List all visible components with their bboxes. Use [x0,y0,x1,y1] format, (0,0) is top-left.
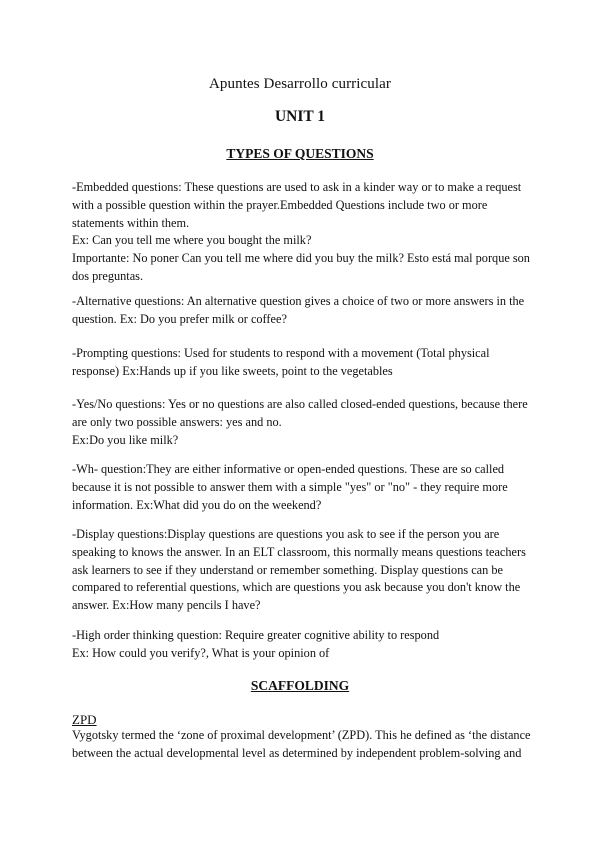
paragraph-yes-no-questions [72,396,532,449]
text-line: between the actual developmental level as determined by independent problem-solving and [72,745,522,760]
text-line: Ex: Can you tell me where you bought the milk? [72,233,312,248]
text-line: compared to referential questions, which are questions you ask because you don't know the [72,580,521,595]
text-line: Ex: How could you verify?, What is your opinion of [72,645,330,660]
text-line: -Prompting questions: Used for students to respond with a movement (Total physical [72,346,490,360]
unit-heading: UNIT 1 [274,108,326,125]
types-of-questions-heading: TYPES OF QUESTIONS [226,146,374,161]
scaffolding-heading: SCAFFOLDING [250,678,350,693]
text-line: -Wh- question:They are either informative or open-ended questions. These are so called [72,462,505,476]
text-line: statements within them. [72,215,190,230]
text-line: -Yes/No questions: Yes or no questions are also called closed-ended questions, because there [72,397,528,411]
paragraph-display-questions [72,526,532,615]
text-line: because it is not possible to answer them with a simple "yes" or "no" - they require more [72,479,508,494]
text-line: -Embedded questions: These questions are used to ask in a kinder way or to make a request [72,180,522,194]
text-line: -Display questions:Display questions are questions you ask to see if the person you are [72,527,500,541]
text-line: ask learners to see if they understand or remember something. Display questions can be [72,562,503,577]
zpd-heading: ZPD [72,712,97,727]
text-line: question. Ex: Do you prefer milk or coffee? [72,311,287,326]
paragraph-zpd [72,727,532,763]
text-line: dos preguntas. [72,268,144,283]
text-line: answer. Ex:How many pencils I have? [72,598,261,613]
text-line: -Alternative questions: An alternative question gives a choice of two or more answers in the [72,294,525,308]
text-line: -High order thinking question: Require greater cognitive ability to respond [72,628,440,642]
text-line: speaking to knows the answer. In an ELT classroom, this normally means questions teachers [72,544,526,559]
text-line: information. Ex:What did you do on the weekend? [72,497,322,512]
paragraph-high-order-questions [72,627,532,663]
text-line: Vygotsky termed the ‘zone of proximal development’ (ZPD). This he defined as ‘the distance [72,728,531,742]
paragraph-embedded-questions [72,179,532,286]
text-line: Ex:Do you like milk? [72,432,179,447]
paragraph-prompting-questions [72,345,532,381]
text-line: are only two possible answers: yes and no. [72,414,282,429]
text-line: Importante: No poner Can you tell me where did you buy the milk? Esto está mal porque son [72,251,530,266]
text-line: response) Ex:Hands up if you like sweets, point to the vegetables [72,363,393,378]
paragraph-alternative-questions [72,293,532,329]
paragraph-wh-questions [72,461,532,514]
text-line: with a possible question within the prayer.Embedded Questions include two or more [72,197,488,212]
document-title: Apuntes Desarrollo curricular [209,76,391,92]
